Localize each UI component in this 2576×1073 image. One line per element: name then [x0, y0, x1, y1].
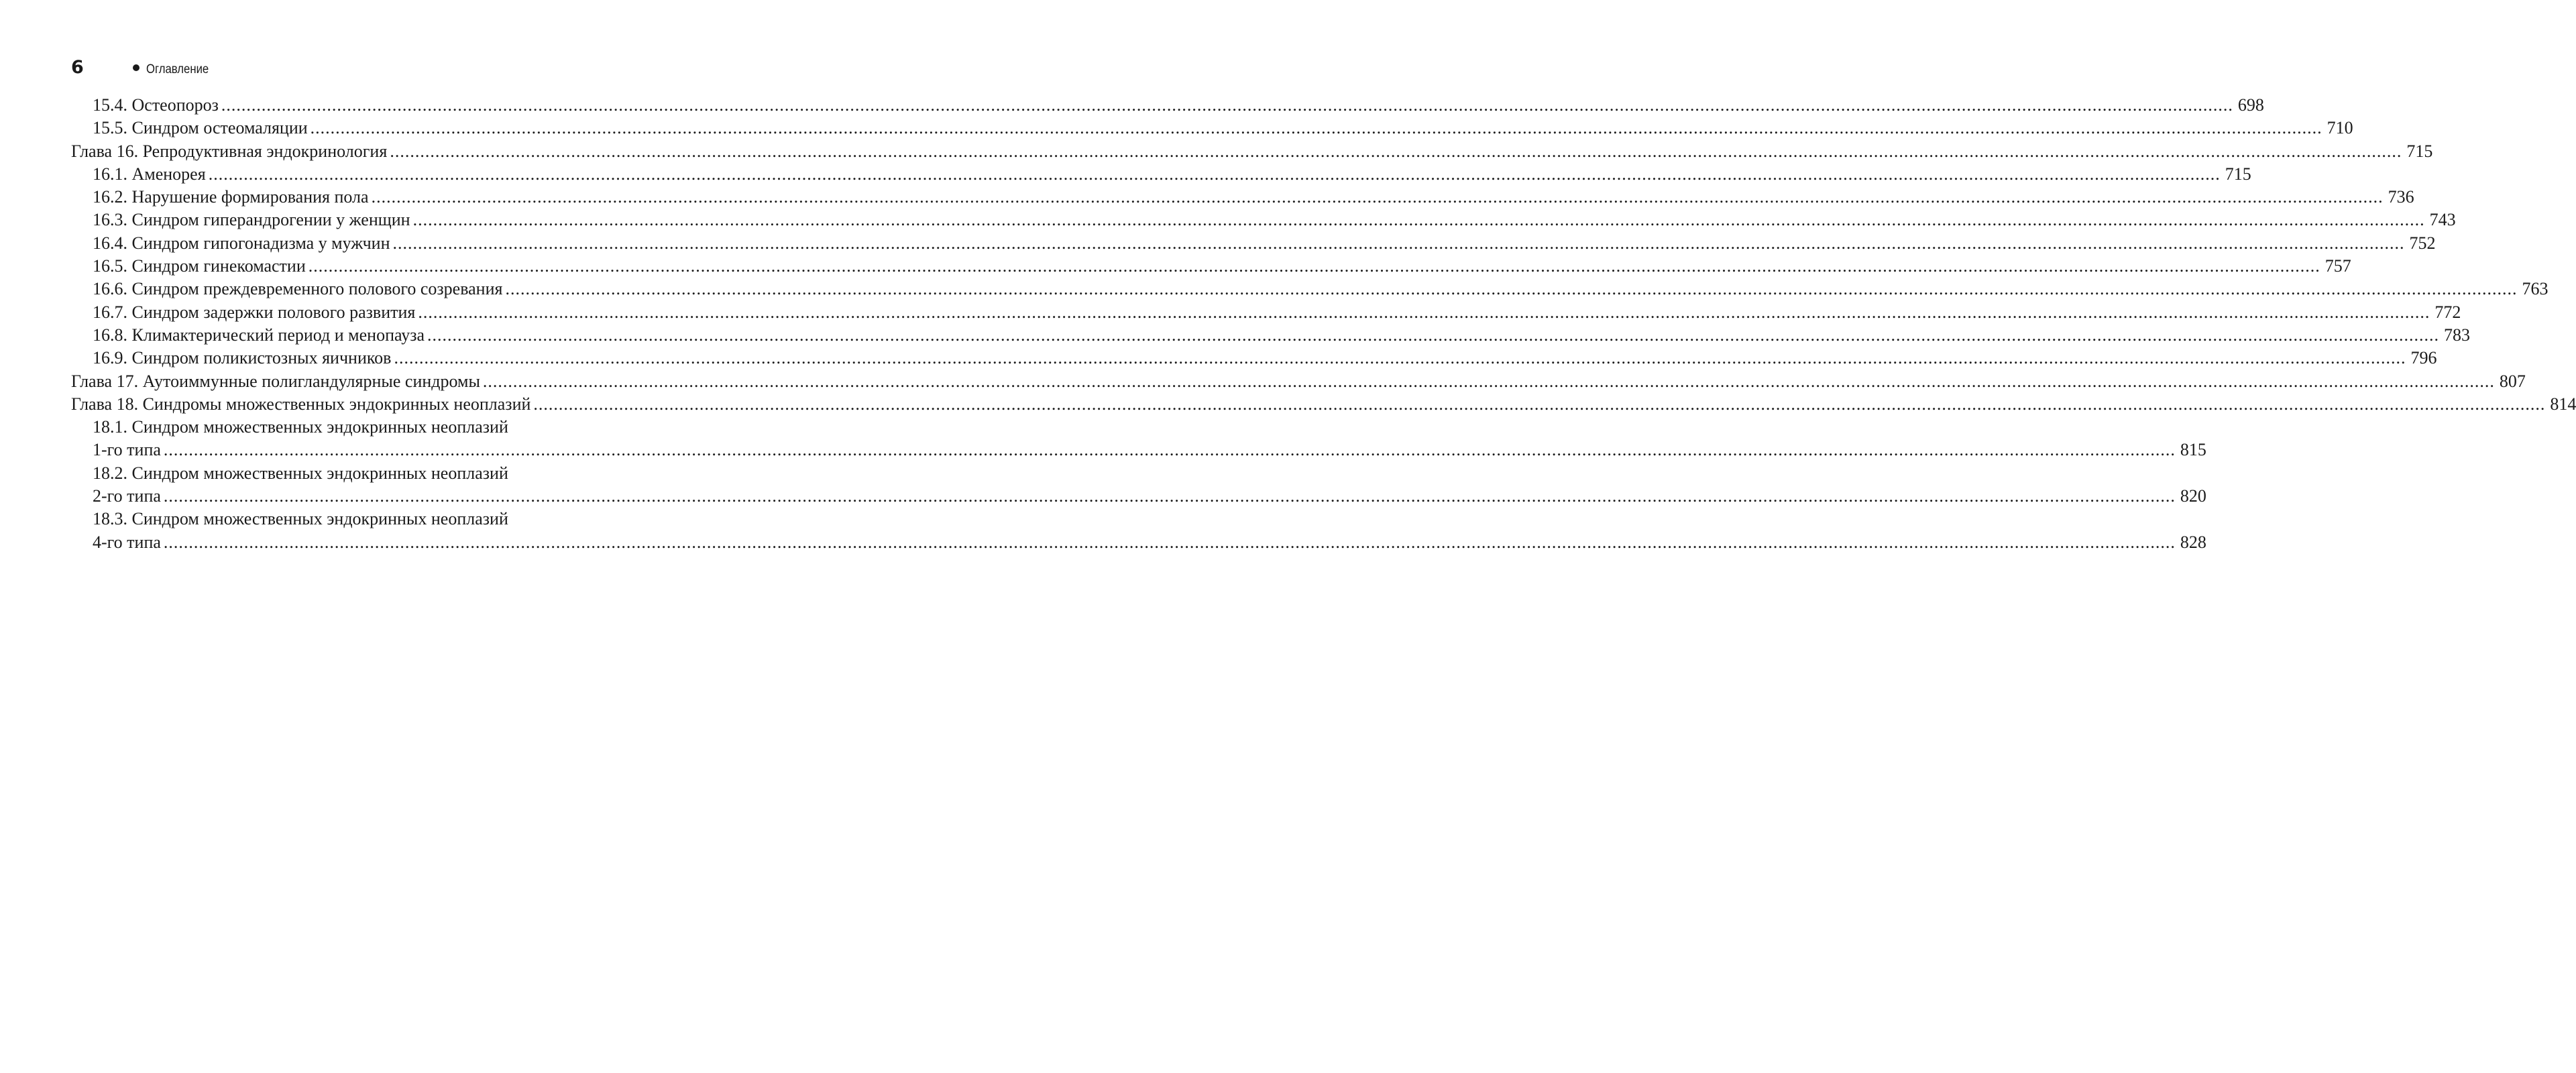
toc-entry[interactable] — [71, 462, 2206, 508]
toc-entry-title: 16.7. Синдром задержки полового развития — [93, 302, 416, 322]
toc-entry[interactable] — [71, 209, 2456, 231]
page-number: 6 — [71, 57, 84, 78]
toc-entry-title: 16.1. Аменорея — [93, 164, 206, 184]
toc-entry-title: 18.1. Синдром множественных эндокринных неоплазий — [93, 417, 508, 437]
toc-entry-title: 16.4. Синдром гипогонадизма у мужчин — [93, 233, 390, 253]
toc-entry-title: 18.2. Синдром множественных эндокринных неоплазий — [93, 463, 508, 483]
toc-entry-title: 18.3. Синдром множественных эндокринных неоплазий — [93, 509, 508, 529]
dot-leader: ................................................................................................................................................................................................................................................................................................................................................................................................................ — [163, 486, 2176, 506]
dot-leader: ................................................................................................................................................................................................................................................................................................................................................................................................................ — [163, 532, 2176, 552]
toc-entry-title: 16.2. Нарушение формирования пола — [93, 187, 369, 207]
dot-leader: ................................................................................................................................................................................................................................................................................................................................................................................................................ — [310, 118, 2322, 138]
dot-leader: ................................................................................................................................................................................................................................................................................................................................................................................................................ — [412, 210, 2425, 230]
dot-leader: ................................................................................................................................................................................................................................................................................................................................................................................................................ — [163, 440, 2176, 460]
toc-page-number: 752 — [2409, 233, 2436, 253]
toc-entry[interactable] — [71, 278, 2549, 300]
toc-entry-title: 16.5. Синдром гинекомастии — [93, 256, 306, 276]
toc-page-number: 710 — [2327, 118, 2353, 138]
toc-entry[interactable] — [71, 94, 2264, 117]
toc-entry-title: 16.8. Климактерический период и менопауза — [93, 325, 425, 345]
toc-page-number: 715 — [2406, 141, 2433, 161]
toc-page-number: 807 — [2499, 371, 2526, 391]
toc-page-number: 763 — [2522, 279, 2549, 299]
dot-leader: ................................................................................................................................................................................................................................................................................................................................................................................................................ — [482, 371, 2495, 391]
toc-page-number: 715 — [2225, 164, 2251, 184]
toc-page-number: 736 — [2388, 187, 2414, 207]
toc-entry-title: 16.3. Синдром гиперандрогении у женщин — [93, 210, 410, 230]
toc-page-number: 783 — [2444, 325, 2471, 345]
toc-entry[interactable] — [71, 347, 2437, 370]
toc-page-number: 757 — [2325, 256, 2351, 276]
toc-entry-title-continuation: 2-го типа — [93, 486, 161, 506]
toc-entry-title-continuation: 1-го типа — [93, 440, 161, 460]
section-title: Оглавление — [146, 62, 209, 76]
toc-entry-title: Глава 18. Синдромы множественных эндокринных неоплазий — [71, 394, 531, 414]
toc-page-number: 796 — [2410, 348, 2437, 368]
dot-leader: ................................................................................................................................................................................................................................................................................................................................................................................................................ — [208, 164, 2221, 184]
dot-leader: ................................................................................................................................................................................................................................................................................................................................................................................................................ — [418, 302, 2430, 322]
toc-page-number: 815 — [2180, 440, 2206, 460]
toc-entry[interactable] — [71, 117, 2353, 139]
table-of-contents — [71, 94, 2576, 554]
toc-entry-title: Глава 16. Репродуктивная эндокринология — [71, 141, 388, 161]
toc-page-number: 772 — [2434, 302, 2461, 322]
toc-entry[interactable] — [71, 324, 2471, 347]
toc-entry-title: 16.6. Синдром преждевременного полового созревания — [93, 279, 503, 299]
toc-entry[interactable] — [71, 416, 2206, 462]
dot-leader: ................................................................................................................................................................................................................................................................................................................................................................................................................ — [371, 187, 2384, 207]
toc-entry[interactable] — [71, 301, 2461, 324]
dot-leader: ................................................................................................................................................................................................................................................................................................................................................................................................................ — [308, 256, 2320, 276]
toc-entry[interactable] — [71, 255, 2351, 278]
toc-entry-title: 16.9. Синдром поликистозных яичников — [93, 348, 392, 368]
dot-leader: ................................................................................................................................................................................................................................................................................................................................................................................................................ — [533, 394, 2546, 414]
toc-entry[interactable] — [71, 163, 2251, 186]
toc-page-number: 814 — [2550, 394, 2576, 414]
dot-leader: ................................................................................................................................................................................................................................................................................................................................................................................................................ — [427, 325, 2440, 345]
toc-entry-title: 15.5. Синдром остеомаляции — [93, 118, 308, 138]
toc-page-number: 828 — [2180, 532, 2206, 552]
toc-page-number: 743 — [2429, 210, 2456, 230]
running-head — [71, 58, 217, 78]
toc-entry[interactable] — [71, 508, 2206, 554]
toc-page-number: 820 — [2180, 486, 2206, 506]
toc-page-number: 698 — [2237, 95, 2264, 115]
toc-entry[interactable] — [71, 140, 2433, 163]
toc-entry-title: Глава 17. Аутоиммунные полигландулярные синдромы — [71, 371, 480, 391]
dot-leader: ................................................................................................................................................................................................................................................................................................................................................................................................................ — [505, 279, 2518, 299]
toc-entry[interactable] — [71, 186, 2414, 209]
bullet-icon — [133, 64, 139, 71]
toc-entry[interactable] — [71, 370, 2526, 393]
dot-leader: ................................................................................................................................................................................................................................................................................................................................................................................................................ — [390, 141, 2402, 161]
toc-entry-title: 15.4. Остеопороз — [93, 95, 219, 115]
toc-entry-title-continuation: 4-го типа — [93, 532, 161, 552]
toc-entry[interactable] — [71, 232, 2436, 255]
toc-entry[interactable] — [71, 393, 2576, 416]
dot-leader: ................................................................................................................................................................................................................................................................................................................................................................................................................ — [221, 95, 2233, 115]
dot-leader: ................................................................................................................................................................................................................................................................................................................................................................................................................ — [394, 348, 2406, 368]
dot-leader: ................................................................................................................................................................................................................................................................................................................................................................................................................ — [392, 233, 2405, 253]
